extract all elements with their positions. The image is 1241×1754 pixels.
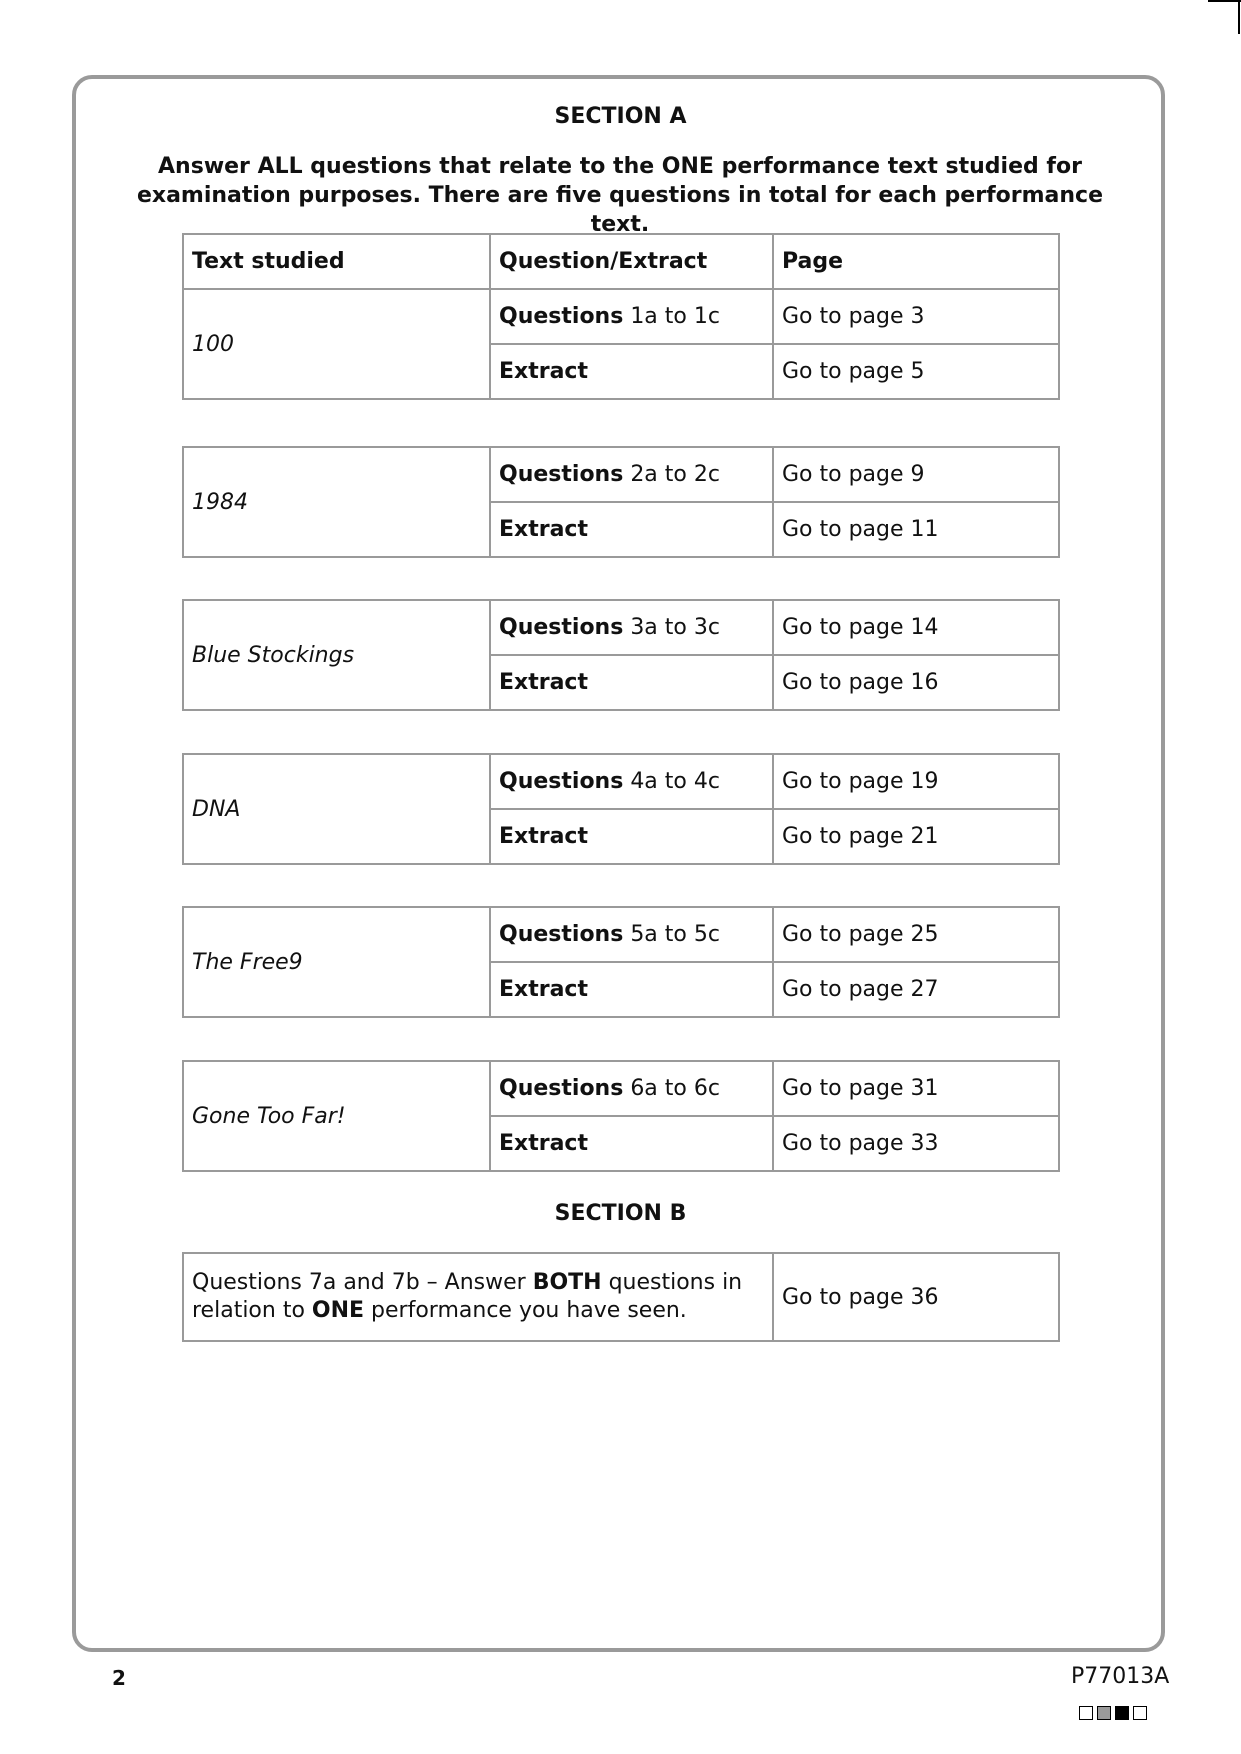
questions-page: Go to page 19 [773, 754, 1059, 809]
questions-page: Go to page 3 [773, 289, 1059, 344]
questions-label: Questions [499, 304, 624, 329]
extract-label: Extract [490, 655, 773, 710]
extract-page: Go to page 27 [773, 962, 1059, 1017]
section-b-page: Go to page 36 [773, 1253, 1059, 1341]
header-text-studied: Text studied [183, 234, 490, 289]
questions-page: Go to page 31 [773, 1061, 1059, 1116]
questions-cell [490, 907, 773, 962]
section-b-table [182, 1252, 1060, 1342]
section-b-instruction [183, 1253, 773, 1341]
questions-label: Questions [499, 615, 624, 640]
text-title: The Free9 [183, 907, 490, 1017]
questions-label: Questions [499, 769, 624, 794]
questions-cell [490, 600, 773, 655]
section-b-bold: BOTH [532, 1270, 602, 1295]
section-b-title: SECTION B [554, 1201, 687, 1226]
extract-label: Extract [490, 344, 773, 399]
printer-mark [1133, 1706, 1147, 1720]
text-table-4 [182, 906, 1060, 1018]
section-b-bold: ONE [311, 1298, 365, 1323]
extract-page: Go to page 16 [773, 655, 1059, 710]
printer-marks [1079, 1706, 1151, 1720]
questions-label: Questions [499, 922, 624, 947]
text-table-1 [182, 446, 1060, 558]
text-title: DNA [183, 754, 490, 864]
extract-page: Go to page 33 [773, 1116, 1059, 1171]
questions-label: Questions [499, 462, 624, 487]
section-b-text: questions in relation to [192, 1270, 743, 1323]
questions-cell [490, 1061, 773, 1116]
text-title: 1984 [183, 447, 490, 557]
extract-page: Go to page 21 [773, 809, 1059, 864]
section-a-instructions: Answer ALL questions that relate to the ONE performance text studied for examination purposes. There are five questions in total for each performance text. [136, 154, 1104, 237]
text-table-3 [182, 753, 1060, 865]
text-title: 100 [183, 289, 490, 399]
printer-mark [1079, 1706, 1093, 1720]
questions-range: 6a to 6c [630, 1076, 720, 1101]
questions-cell [490, 754, 773, 809]
text-title: Blue Stockings [183, 600, 490, 710]
page-number: 2 [112, 1666, 126, 1690]
extract-label: Extract [490, 962, 773, 1017]
questions-range: 2a to 2c [630, 462, 720, 487]
questions-range: 4a to 4c [630, 769, 720, 794]
text-table-2 [182, 599, 1060, 711]
section-b-text: performance you have seen. [364, 1298, 687, 1323]
paper-code: P77013A [1071, 1664, 1170, 1689]
text-table-0 [182, 233, 1060, 400]
extract-label: Extract [490, 809, 773, 864]
questions-range: 1a to 1c [630, 304, 720, 329]
text-title: Gone Too Far! [183, 1061, 490, 1171]
questions-cell [490, 289, 773, 344]
crop-mark [1208, 0, 1241, 2]
header-question-extract: Question/Extract [490, 234, 773, 289]
questions-cell [490, 447, 773, 502]
section-a-title: SECTION A [554, 104, 687, 129]
header-page: Page [773, 234, 1059, 289]
questions-page: Go to page 25 [773, 907, 1059, 962]
extract-page: Go to page 11 [773, 502, 1059, 557]
printer-mark [1115, 1706, 1129, 1720]
extract-label: Extract [490, 502, 773, 557]
printer-mark [1097, 1706, 1111, 1720]
questions-range: 5a to 5c [630, 922, 720, 947]
questions-page: Go to page 14 [773, 600, 1059, 655]
questions-range: 3a to 3c [630, 615, 720, 640]
crop-mark [1238, 0, 1240, 34]
questions-label: Questions [499, 1076, 624, 1101]
extract-page: Go to page 5 [773, 344, 1059, 399]
text-table-5 [182, 1060, 1060, 1172]
section-b-text: Questions 7a and 7b – Answer [192, 1270, 533, 1295]
questions-page: Go to page 9 [773, 447, 1059, 502]
extract-label: Extract [490, 1116, 773, 1171]
